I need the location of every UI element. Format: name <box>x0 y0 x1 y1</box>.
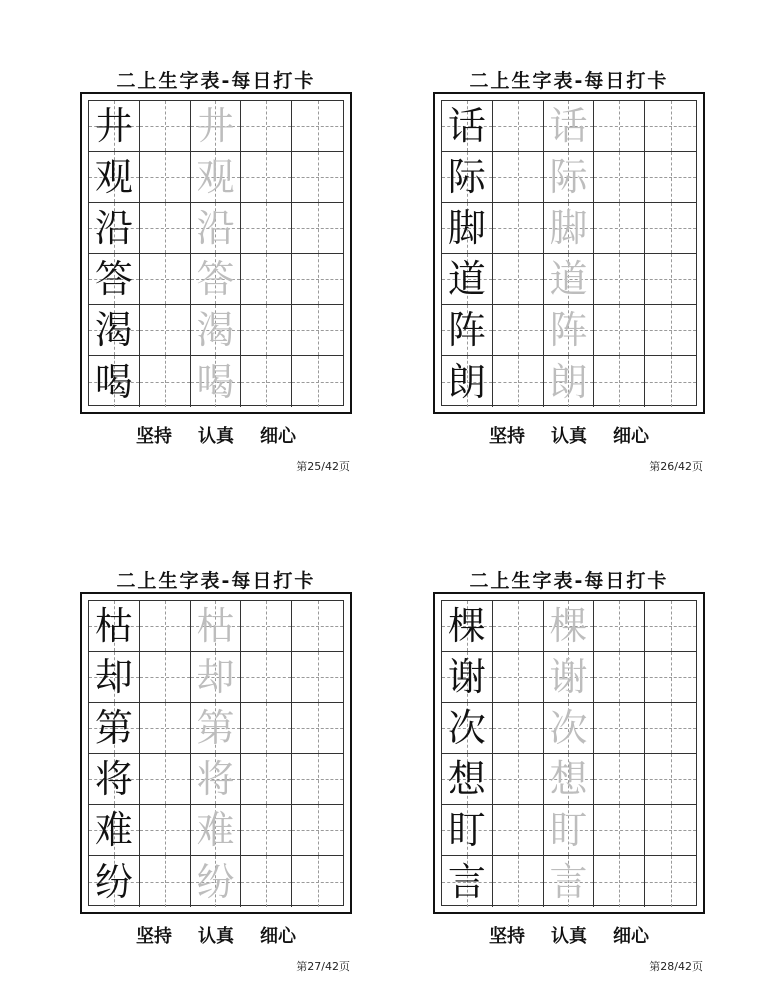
tianzige-cell <box>442 254 493 304</box>
tianzige-cell <box>544 652 595 702</box>
practice-sheet <box>80 66 352 486</box>
tianzige-cell <box>140 101 191 151</box>
tianzige-cell <box>191 254 242 304</box>
tianzige-cell <box>645 356 696 407</box>
motto-word: 认真 <box>198 426 234 447</box>
tianzige-cell <box>241 703 292 753</box>
tianzige-cell <box>241 856 292 907</box>
tianzige-cell <box>292 101 343 151</box>
grid-row <box>89 754 343 805</box>
motto-word: 认真 <box>551 926 587 947</box>
sheet-title: 二上生字表-每日打卡 <box>116 570 316 592</box>
tianzige-cell <box>544 754 595 804</box>
tianzige-cell <box>493 254 544 304</box>
tianzige-cell <box>191 305 242 355</box>
tianzige-cell <box>241 254 292 304</box>
tianzige-cell <box>544 856 595 907</box>
tianzige-cell <box>645 703 696 753</box>
model-character: 阵 <box>447 308 486 352</box>
tianzige-cell <box>594 203 645 253</box>
trace-character: 朗 <box>549 359 588 404</box>
grid-row <box>442 805 696 856</box>
model-character: 却 <box>94 655 133 699</box>
character-grid <box>433 592 705 914</box>
model-character: 将 <box>94 757 133 801</box>
trace-character: 际 <box>549 155 588 199</box>
motto-word: 细心 <box>613 926 649 947</box>
tianzige-cell <box>191 652 242 702</box>
tianzige-cell <box>89 856 140 907</box>
grid-row <box>89 601 343 652</box>
tianzige-cell <box>594 703 645 753</box>
grid-row <box>89 203 343 254</box>
model-character: 道 <box>447 257 486 301</box>
tianzige-cell <box>191 703 242 753</box>
tianzige-cell <box>241 152 292 202</box>
grid-inner-border <box>441 100 697 406</box>
trace-character: 盯 <box>549 808 588 852</box>
tianzige-cell <box>89 703 140 753</box>
page-number: 第26/42页 <box>649 460 703 473</box>
tianzige-cell <box>89 101 140 151</box>
tianzige-cell <box>292 356 343 407</box>
tianzige-cell <box>89 754 140 804</box>
model-character: 棵 <box>447 604 486 648</box>
tianzige-cell <box>544 356 595 407</box>
motto-word: 坚持 <box>489 926 525 947</box>
tianzige-cell <box>645 254 696 304</box>
tianzige-cell <box>493 101 544 151</box>
motto-word: 坚持 <box>136 926 172 947</box>
trace-character: 枯 <box>196 604 235 648</box>
tianzige-cell <box>140 203 191 253</box>
tianzige-cell <box>493 203 544 253</box>
tianzige-cell <box>89 601 140 651</box>
trace-character: 沿 <box>196 206 235 250</box>
tianzige-cell <box>594 101 645 151</box>
tianzige-cell <box>442 305 493 355</box>
model-character: 想 <box>447 757 486 801</box>
tianzige-cell <box>645 152 696 202</box>
tianzige-cell <box>493 754 544 804</box>
tianzige-cell <box>493 856 544 907</box>
tianzige-cell <box>645 601 696 651</box>
trace-character: 脚 <box>549 206 588 250</box>
motto-word: 坚持 <box>136 426 172 447</box>
tianzige-cell <box>140 754 191 804</box>
character-grid <box>433 92 705 414</box>
page-number: 第27/42页 <box>296 960 350 973</box>
tianzige-cell <box>544 601 595 651</box>
tianzige-cell <box>140 856 191 907</box>
tianzige-cell <box>191 601 242 651</box>
trace-character: 却 <box>196 655 235 699</box>
tianzige-cell <box>594 754 645 804</box>
tianzige-cell <box>140 652 191 702</box>
grid-row <box>442 703 696 754</box>
motto-word: 细心 <box>260 426 296 447</box>
tianzige-cell <box>594 152 645 202</box>
trace-character: 第 <box>196 706 235 750</box>
tianzige-cell <box>191 101 242 151</box>
tianzige-cell <box>191 856 242 907</box>
tianzige-cell <box>241 101 292 151</box>
model-character: 话 <box>447 104 486 148</box>
tianzige-cell <box>191 203 242 253</box>
tianzige-cell <box>140 703 191 753</box>
tianzige-cell <box>645 856 696 907</box>
grid-row <box>89 254 343 305</box>
practice-sheet <box>433 566 705 986</box>
tianzige-cell <box>442 754 493 804</box>
trace-character: 难 <box>196 808 235 852</box>
tianzige-cell <box>140 601 191 651</box>
motto-word: 细心 <box>613 426 649 447</box>
tianzige-cell <box>544 203 595 253</box>
trace-character: 谢 <box>549 655 588 699</box>
motto-line <box>433 922 705 948</box>
trace-character: 棵 <box>549 604 588 648</box>
model-character: 纷 <box>94 859 133 904</box>
tianzige-cell <box>442 805 493 855</box>
tianzige-cell <box>292 152 343 202</box>
trace-character: 次 <box>549 706 588 750</box>
tianzige-cell <box>292 601 343 651</box>
tianzige-cell <box>89 254 140 304</box>
tianzige-cell <box>292 856 343 907</box>
tianzige-cell <box>544 805 595 855</box>
tianzige-cell <box>493 356 544 407</box>
model-character: 次 <box>447 706 486 750</box>
grid-row <box>89 856 343 907</box>
motto-word: 认真 <box>198 926 234 947</box>
tianzige-cell <box>645 754 696 804</box>
model-character: 枯 <box>94 604 133 648</box>
trace-character: 阵 <box>549 308 588 352</box>
tianzige-cell <box>442 856 493 907</box>
trace-character: 观 <box>196 155 235 199</box>
model-character: 难 <box>94 808 133 852</box>
tianzige-cell <box>292 703 343 753</box>
tianzige-cell <box>140 254 191 304</box>
practice-sheet <box>433 66 705 486</box>
model-character: 答 <box>94 257 133 301</box>
tianzige-cell <box>89 305 140 355</box>
grid-row <box>442 203 696 254</box>
motto-word: 坚持 <box>489 426 525 447</box>
model-character: 沿 <box>94 206 133 250</box>
tianzige-cell <box>594 805 645 855</box>
trace-character: 答 <box>196 257 235 301</box>
tianzige-cell <box>645 805 696 855</box>
tianzige-cell <box>191 152 242 202</box>
tianzige-cell <box>292 203 343 253</box>
tianzige-cell <box>544 305 595 355</box>
page-number: 第25/42页 <box>296 460 350 473</box>
sheet-title: 二上生字表-每日打卡 <box>469 570 669 592</box>
tianzige-cell <box>241 805 292 855</box>
character-grid <box>80 92 352 414</box>
model-character: 盯 <box>447 808 486 852</box>
trace-character: 话 <box>549 104 588 148</box>
tianzige-cell <box>594 652 645 702</box>
tianzige-cell <box>594 254 645 304</box>
grid-row <box>89 356 343 407</box>
tianzige-cell <box>493 652 544 702</box>
character-grid <box>80 592 352 914</box>
model-character: 朗 <box>447 359 486 404</box>
tianzige-cell <box>493 601 544 651</box>
practice-sheet <box>80 566 352 986</box>
tianzige-cell <box>544 152 595 202</box>
tianzige-cell <box>241 356 292 407</box>
tianzige-cell <box>241 652 292 702</box>
tianzige-cell <box>442 152 493 202</box>
tianzige-cell <box>544 254 595 304</box>
model-character: 脚 <box>447 206 486 250</box>
sheet-title: 二上生字表-每日打卡 <box>116 70 316 92</box>
tianzige-cell <box>89 652 140 702</box>
model-character: 言 <box>447 859 486 904</box>
trace-character: 渴 <box>196 308 235 352</box>
motto-word: 细心 <box>260 926 296 947</box>
grid-row <box>442 101 696 152</box>
tianzige-cell <box>89 203 140 253</box>
motto-line <box>80 422 352 448</box>
model-character: 井 <box>94 104 133 148</box>
tianzige-cell <box>493 152 544 202</box>
tianzige-cell <box>645 203 696 253</box>
tianzige-cell <box>89 152 140 202</box>
grid-row <box>442 305 696 356</box>
grid-row <box>89 305 343 356</box>
motto-word: 认真 <box>551 426 587 447</box>
grid-row <box>89 805 343 856</box>
tianzige-cell <box>292 652 343 702</box>
tianzige-cell <box>292 805 343 855</box>
tianzige-cell <box>493 703 544 753</box>
grid-inner-border <box>88 100 344 406</box>
tianzige-cell <box>594 356 645 407</box>
grid-inner-border <box>441 600 697 906</box>
tianzige-cell <box>442 203 493 253</box>
tianzige-cell <box>191 805 242 855</box>
model-character: 渴 <box>94 308 133 352</box>
grid-row <box>442 754 696 805</box>
grid-row <box>442 254 696 305</box>
tianzige-cell <box>442 703 493 753</box>
tianzige-cell <box>140 356 191 407</box>
motto-line <box>80 922 352 948</box>
tianzige-cell <box>191 754 242 804</box>
tianzige-cell <box>442 101 493 151</box>
tianzige-cell <box>292 305 343 355</box>
grid-row <box>442 856 696 907</box>
tianzige-cell <box>89 356 140 407</box>
tianzige-cell <box>442 601 493 651</box>
tianzige-cell <box>241 203 292 253</box>
tianzige-cell <box>140 305 191 355</box>
tianzige-cell <box>241 601 292 651</box>
trace-character: 喝 <box>196 359 235 404</box>
tianzige-cell <box>493 805 544 855</box>
trace-character: 言 <box>549 859 588 904</box>
tianzige-cell <box>442 652 493 702</box>
motto-line <box>433 422 705 448</box>
grid-row <box>89 152 343 203</box>
tianzige-cell <box>89 805 140 855</box>
grid-row <box>442 152 696 203</box>
tianzige-cell <box>191 356 242 407</box>
grid-row <box>442 601 696 652</box>
trace-character: 想 <box>549 757 588 801</box>
model-character: 际 <box>447 155 486 199</box>
tianzige-cell <box>493 305 544 355</box>
tianzige-cell <box>140 152 191 202</box>
trace-character: 道 <box>549 257 588 301</box>
tianzige-cell <box>241 305 292 355</box>
tianzige-cell <box>292 754 343 804</box>
grid-row <box>442 652 696 703</box>
tianzige-cell <box>544 101 595 151</box>
trace-character: 井 <box>196 104 235 148</box>
model-character: 第 <box>94 706 133 750</box>
tianzige-cell <box>140 805 191 855</box>
model-character: 喝 <box>94 359 133 404</box>
tianzige-cell <box>241 754 292 804</box>
page-number: 第28/42页 <box>649 960 703 973</box>
tianzige-cell <box>442 356 493 407</box>
tianzige-cell <box>645 305 696 355</box>
trace-character: 将 <box>196 757 235 801</box>
model-character: 谢 <box>447 655 486 699</box>
grid-inner-border <box>88 600 344 906</box>
tianzige-cell <box>645 652 696 702</box>
grid-row <box>89 703 343 754</box>
sheet-title: 二上生字表-每日打卡 <box>469 70 669 92</box>
tianzige-cell <box>292 254 343 304</box>
tianzige-cell <box>544 703 595 753</box>
grid-row <box>442 356 696 407</box>
model-character: 观 <box>94 155 133 199</box>
tianzige-cell <box>645 101 696 151</box>
grid-row <box>89 652 343 703</box>
tianzige-cell <box>594 601 645 651</box>
tianzige-cell <box>594 305 645 355</box>
tianzige-cell <box>594 856 645 907</box>
grid-row <box>89 101 343 152</box>
trace-character: 纷 <box>196 859 235 904</box>
